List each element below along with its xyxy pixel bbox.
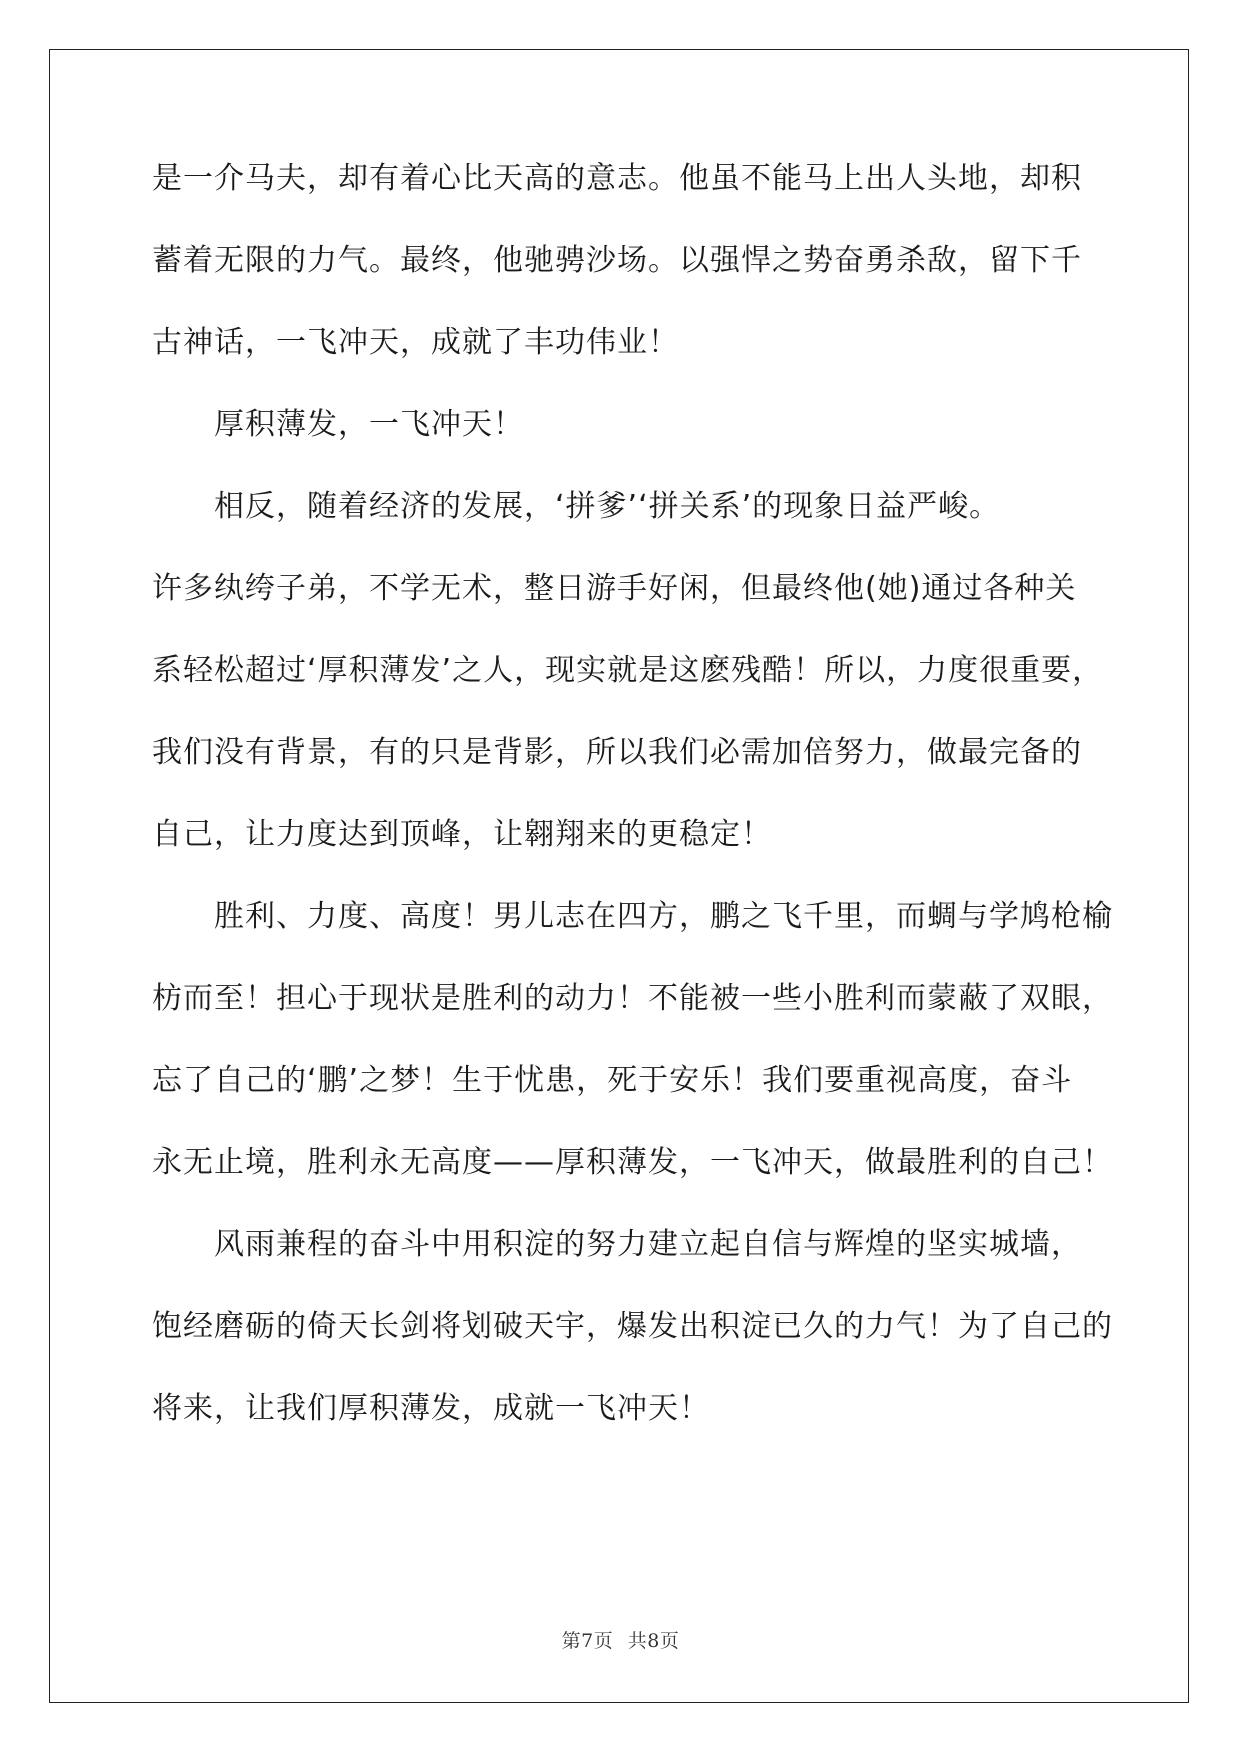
text-line: 胜利、力度、高度！男儿志在四方，鹏之飞千里，而蜩与学鸠枪榆: [214, 899, 1113, 934]
text-line: 永无止境，胜利永无高度——厚积薄发，一飞冲天，做最胜利的自己！: [152, 1145, 1113, 1180]
text-line: 风雨兼程的奋斗中用积淀的努力建立起自信与辉煌的坚实城墙，: [214, 1227, 1082, 1262]
page-number-total: 共8页: [627, 1630, 680, 1652]
page-number-current: 第7页: [561, 1630, 614, 1652]
text-line: 饱经磨砺的倚天长剑将划破天宇，爆发出积淀已久的力气！为了自己的: [152, 1309, 1113, 1344]
document-body: [152, 161, 1113, 1474]
text-line: 古神话，一飞冲天，成就了丰功伟业！: [152, 325, 679, 360]
text-line: 自己，让力度达到顶峰，让翱翔来的更稳定！: [152, 817, 772, 852]
text-line: 厚积薄发，一飞冲天！: [214, 407, 524, 442]
text-line: 系轻松超过‘厚积薄发’之人，现实就是这麽残酷！所以，力度很重要，: [152, 653, 1104, 688]
text-line: 我们没有背景，有的只是背影，所以我们必需加倍努力，做最完备的: [152, 735, 1082, 770]
text-line: 忘了自己的‘鹏’之梦！生于忧患，死于安乐！我们要重视高度，奋斗: [152, 1063, 1073, 1098]
page-footer: [0, 1626, 1241, 1653]
text-line: 蓄着无限的力气。最终，他驰骋沙场。以强悍之势奋勇杀敌，留下千: [152, 243, 1082, 278]
text-line: 枋而至！担心于现状是胜利的动力！不能被一些小胜利而蒙蔽了双眼，: [152, 981, 1113, 1016]
text-line: 将来，让我们厚积薄发，成就一飞冲天！: [152, 1391, 710, 1426]
text-line: 许多纨绔子弟，不学无术，整日游手好闲，但最终他(她)通过各种关: [152, 571, 1077, 606]
text-line: 是一介马夫，却有着心比天高的意志。他虽不能马上出人头地，却积: [152, 161, 1082, 196]
text-line: 相反，随着经济的发展，‘拼爹’‘拼关系’的现象日益严峻。: [214, 489, 1001, 524]
